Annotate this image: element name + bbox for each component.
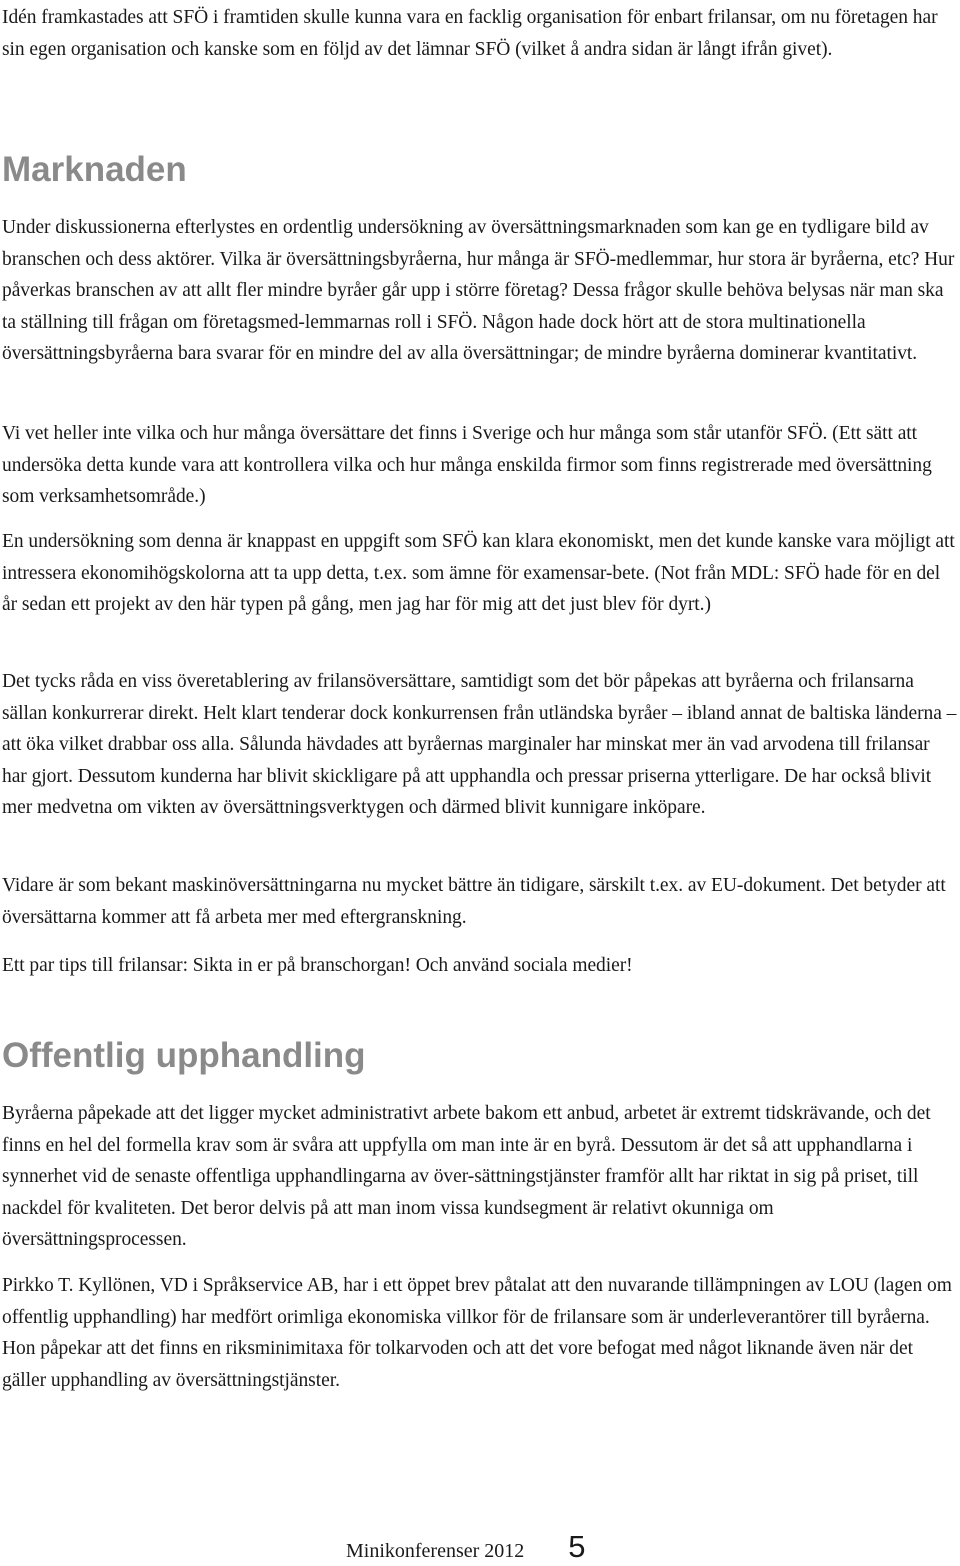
body-paragraph: En undersökning som denna är knappast en uppgift som SFÖ kan klara ekonomiskt, men det kunde kanske vara möjligt att intressera ekonomihögskolorna att ta upp detta, t.ex. som ämne för examensar-bete. (Not från MDL: SFÖ hade för en del år sedan ett projekt av den här typen på gång, men jag har för mig att det just blev för dyrt.) — [2, 531, 955, 616]
body-paragraph: Byråerna påpekade att det ligger mycket administrativt arbete bakom ett anbud, arbetet är extremt tidskrävande, och det finns en hel del formella krav som är svåra att uppfylla om man inte är en byrå. Dessutom är det så att upphandlarna i synnerhet vid de senaste offentliga upphandlingarna av över-sättningstjänster framför allt har riktat in sig på priset, till nackdel för kvaliteten. Det beror delvis på att man inom vissa kundsegment är relativt okunniga om översättningsprocessen. — [2, 1103, 931, 1251]
intro-paragraph: Idén framkastades att SFÖ i framtiden skulle kunna vara en facklig organisation för enbart frilansar, om nu företagen har sin egen organisation och kanske som en följd av det lämnar SFÖ (vilket å andra sidan är långt ifrån givet). — [2, 7, 938, 60]
page-number: 5 — [568, 1529, 586, 1564]
section-heading-offentlig-upphandling: Offentlig upphandling — [2, 1036, 366, 1075]
body-paragraph: Det tycks råda en viss överetablering av frilansöversättare, samtidigt som det bör påpekas att byråerna och frilansarna sällan konkurrerar direkt. Helt klart tenderar dock konkurrensen från utländska byråer – ibland annat de baltiska länderna – att öka vilket drabbar oss alla. Sålunda hävdades att byråernas marginaler har minskat mer än vad arvodena till frilansar har gjort. Dessutom kunderna har blivit skickligare på att upphandla och pressar priserna ytterligare. De har också blivit mer medvetna om vikten av översättningsverktygen och därmed blivit kunnigare inköpare. — [2, 671, 957, 819]
section-heading-marknaden: Marknaden — [2, 150, 187, 189]
body-paragraph: Under diskussionerna efterlystes en ordentlig undersökning av översättningsmarknaden som kan ge en tydligare bild av branschen och dess aktörer. Vilka är översättningsbyråerna, hur många är SFÖ-medlemmar, hur stora är byråerna, etc? Hur påverkas branschen av att allt fler mindre byråer går upp i större företag? Dessa frågor skulle behöva belysas när man ska ta ställning till frågan om företagsmed-lemmarnas roll i SFÖ. Någon hade dock hört att de stora multinationella översättningsbyråerna bara svarar för en mindre del av alla översättningar; de mindre byråerna dominerar kvantitativt. — [2, 217, 955, 365]
body-paragraph: Ett par tips till frilansar: Sikta in er på branschorgan! Och använd sociala medier! — [2, 955, 633, 976]
body-paragraph: Pirkko T. Kyllönen, VD i Språkservice AB, har i ett öppet brev påtalat att den nuvarande tillämpningen av LOU (lagen om offentlig upphandling) har medfört orimliga ekonomiska villkor för de frilansare som är underleverantörer till byråerna. Hon påpekar att det finns en riksminimitaxa för tolkarvoden och att det vore befogat med något liknande även när det gäller upphandling av översättningstjänster. — [2, 1275, 952, 1391]
body-paragraph: Vi vet heller inte vilka och hur många översättare det finns i Sverige och hur många som står utanför SFÖ. (Ett sätt att undersöka detta kunde vara att kontrollera vilka och hur många enskilda firmor som finns registrerade med översättning som verksamhetsområde.) — [2, 423, 932, 508]
page-footer — [346, 1529, 586, 1566]
body-paragraph: Vidare är som bekant maskinöversättningarna nu mycket bättre än tidigare, särskilt t.ex. av EU-dokument. Det betyder att översättarna kommer att få arbeta mer med eftergranskning. — [2, 875, 946, 928]
footer-publication-label: Minikonferenser 2012 — [346, 1540, 525, 1562]
